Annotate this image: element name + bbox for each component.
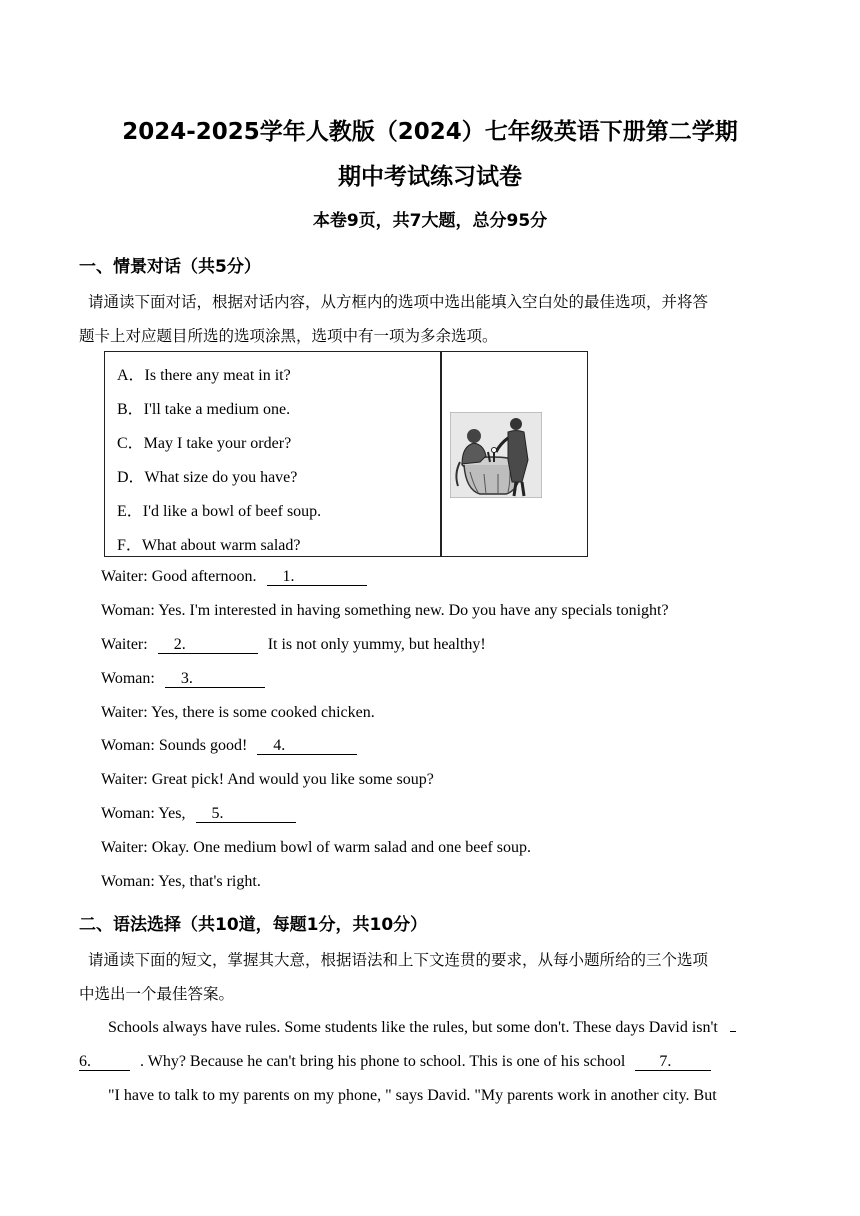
exam-subtitle: 本卷9页，共7大题，总分95分 <box>312 211 548 231</box>
section2-heading: 二、语法选择（共10道，每题1分，共10分） <box>79 915 428 935</box>
section1-instruction-line2: 题卡上对应题目所选的选项涂黑，选项中有一项为多余选项。 <box>79 327 498 345</box>
section1-instruction-line1: 请通读下面对话，根据对话内容，从方框内的选项中选出能填入空白处的最佳选项，并将答 <box>88 293 709 311</box>
dialogue-line-1: Waiter: Good afternoon. 1. <box>101 568 367 586</box>
section2-instruction-line1: 请通读下面的短文，掌握其大意，根据语法和上下文连贯的要求，从每小题所给的三个选项 <box>88 951 709 969</box>
dialogue-line-7: Waiter: Great pick! And would you like some soup? <box>101 771 434 788</box>
answer-blank-5[interactable]: 5. <box>196 805 296 823</box>
answer-blank-1[interactable]: 1. <box>267 568 367 586</box>
waiter-illustration <box>450 412 542 498</box>
option-c: C．May I take your order? <box>117 435 292 452</box>
option-d: D．What size do you have? <box>117 469 298 486</box>
dialogue-line-5: Waiter: Yes, there is some cooked chicken. <box>101 704 375 721</box>
options-box <box>104 351 588 557</box>
answer-blank-6-start <box>730 1031 736 1032</box>
answer-blank-3[interactable]: 3. <box>165 670 265 688</box>
dialogue-line-10: Woman: Yes, that's right. <box>101 873 261 890</box>
option-e: E．I'd like a bowl of beef soup. <box>117 503 322 520</box>
exam-title-line2: 期中考试练习试卷 <box>338 164 522 190</box>
dialogue-line-9: Waiter: Okay. One medium bowl of warm salad and one beef soup. <box>101 839 531 856</box>
exam-title-line1: 2024-2025学年人教版（2024）七年级英语下册第二学期 <box>122 119 738 145</box>
dialogue-line-8: Woman: Yes, 5. <box>101 805 296 823</box>
answer-blank-7[interactable]: 7. <box>635 1053 711 1071</box>
passage-line-3: "I have to talk to my parents on my phone, " says David. "My parents work in another city. But <box>108 1087 717 1104</box>
dialogue-line-4: Woman: 3. <box>101 670 265 688</box>
option-a: A．Is there any meat in it? <box>117 367 291 384</box>
dialogue-line-6: Woman: Sounds good! 4. <box>101 737 357 755</box>
passage-line-2: 6. . Why? Because he can't bring his phone to school. This is one of his school 7. <box>79 1053 711 1071</box>
passage-line-1: Schools always have rules. Some students like the rules, but some don't. These days David isn't <box>108 1019 736 1037</box>
dialogue-line-2: Woman: Yes. I'm interested in having something new. Do you have any specials tonight? <box>101 602 669 619</box>
options-box-divider <box>440 352 442 556</box>
answer-blank-6[interactable]: 6. <box>79 1053 130 1071</box>
dialogue-line-3: Waiter: 2. It is not only yummy, but healthy! <box>101 636 486 653</box>
section2-instruction-line2: 中选出一个最佳答案。 <box>79 985 235 1003</box>
answer-blank-4[interactable]: 4. <box>257 737 357 755</box>
option-f: F．What about warm salad? <box>117 537 301 554</box>
option-b: B．I'll take a medium one. <box>117 401 291 418</box>
answer-blank-2[interactable]: 2. <box>158 636 258 654</box>
section1-heading: 一、情景对话（共5分） <box>79 257 261 277</box>
